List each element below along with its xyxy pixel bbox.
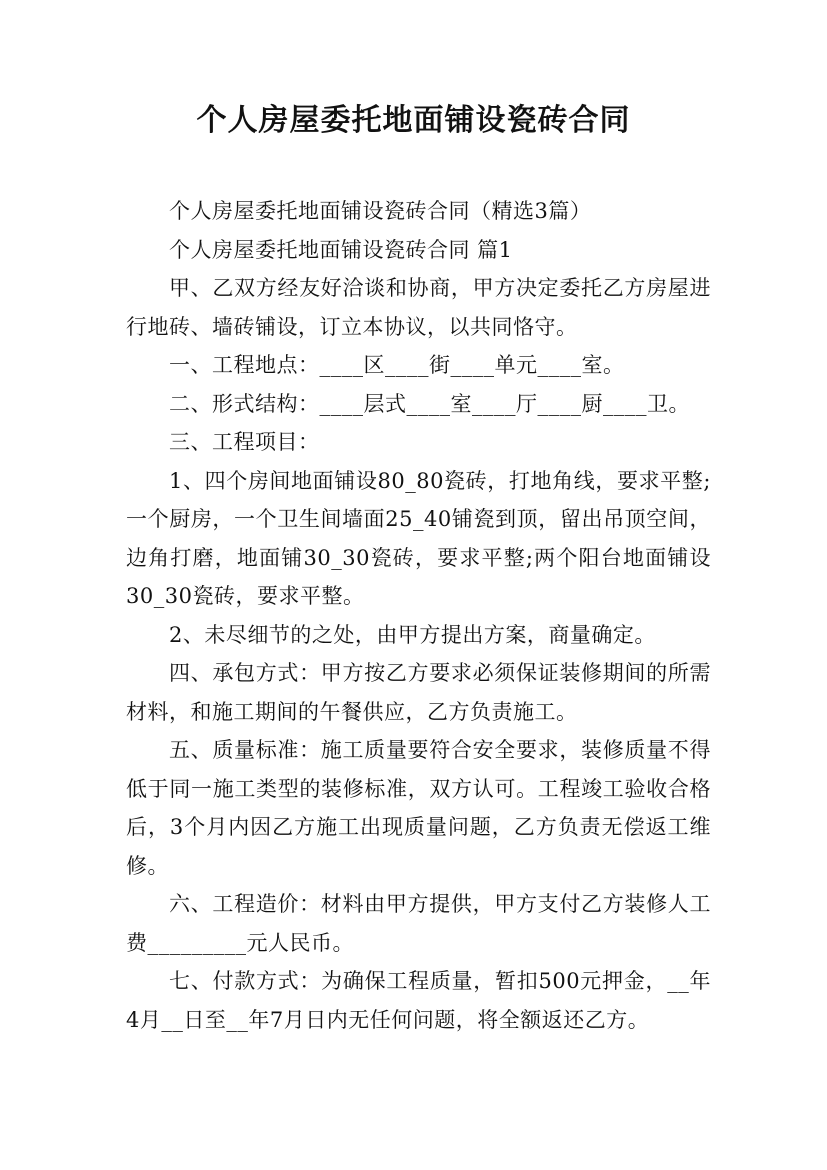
paragraph-location: 一、工程地点：____区____街____单元____室。	[169, 353, 625, 377]
paragraph-structure: 二、形式结构：____层式____室____厅____厨____卫。	[169, 391, 690, 416]
paragraph-part-heading: 个人房屋委托地面铺设瓷砖合同 篇1	[169, 237, 513, 262]
paragraph-contract-mode: 四、承包方式：甲方按乙方要求必须保证装修期间的所需材料，和施工期间的午餐供应，乙方负责施工。	[126, 661, 711, 724]
paragraph-subtitle: 个人房屋委托地面铺设瓷砖合同（精选3篇）	[169, 199, 592, 223]
paragraph-item-2: 2、未尽细节的之处，由甲方提出方案，商量确定。	[169, 622, 656, 647]
paragraph-intro: 甲、乙双方经友好洽谈和协商，甲方决定委托乙方房屋进行地砖、墙砖铺设，订立本协议，以共同恪守。	[126, 276, 711, 339]
paragraph-cost: 六、工程造价：材料由甲方提供，甲方支付乙方装修人工费_________元人民币。	[126, 892, 711, 955]
paragraph-items-heading: 三、工程项目：	[169, 430, 320, 454]
document-body	[126, 192, 711, 1039]
document-title: 个人房屋委托地面铺设瓷砖合同	[196, 103, 631, 138]
paragraph-quality: 五、质量标准：施工质量要符合安全要求，装修质量不得低于同一施工类型的装修标准，双方认可。工程竣工验收合格后，3个月内因乙方施工出现质量问题，乙方负责无偿返工维修。	[126, 738, 711, 878]
paragraph-item-1: 1、四个房间地面铺设80_80瓷砖，打地角线，要求平整;一个厨房，一个卫生间墙面25_40铺瓷到顶，留出吊顶空间，边角打磨，地面铺30_30瓷砖，要求平整;两个阳台地面铺设30_30瓷砖，要求平整。	[126, 468, 711, 608]
paragraph-payment: 七、付款方式：为确保工程质量，暂扣500元押金，__年4月__日至__年7月日内无任何问题，将全额返还乙方。	[126, 969, 711, 1032]
